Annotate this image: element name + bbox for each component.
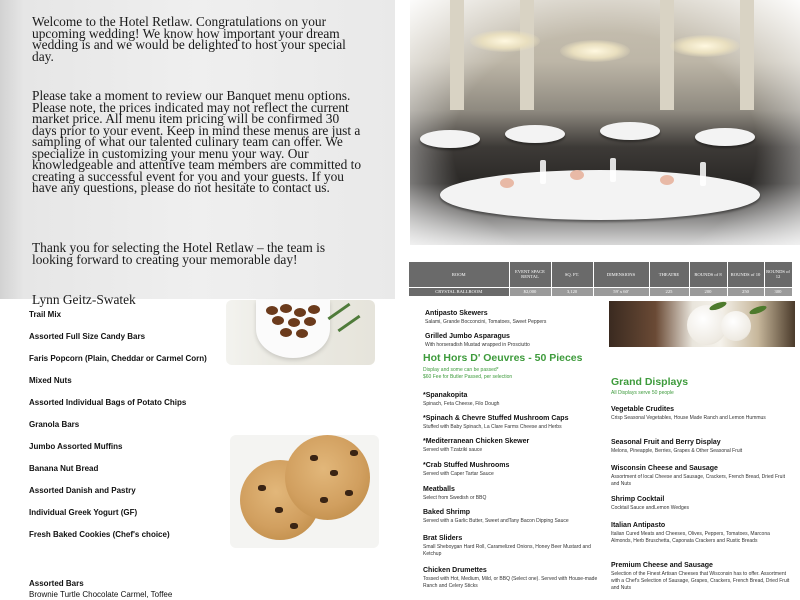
- menu-item: [611, 465, 791, 488]
- nut: [266, 306, 278, 315]
- menu-item-title: Baked Shrimp: [423, 509, 471, 516]
- room-capacity-table: [409, 262, 793, 296]
- chandelier-light: [470, 30, 540, 52]
- table-cell: CRYSTAL BALLROOM: [409, 287, 509, 296]
- table-header: ROOM: [409, 262, 509, 287]
- table-header: SQ. FT.: [551, 262, 593, 287]
- nut: [296, 329, 308, 338]
- wine-glass: [700, 162, 706, 186]
- welcome-paragraph: Welcome to the Hotel Retlaw. Congratulations on your upcoming wedding! We know how important your dream wedding is and we would be delighted to host your special day.: [32, 14, 346, 64]
- grand-displays-subtitle: All Displays serve 50 people: [611, 390, 674, 396]
- menu-item: [423, 392, 608, 408]
- menu-item-description: Served with a Garlic Butter, Sweet andTany Bacon Dipping Sauce: [423, 518, 569, 524]
- rosemary-sprig: [327, 303, 350, 320]
- menu-item-title: Seasonal Fruit and Berry Display: [611, 439, 721, 446]
- menu-item-title: Antipasto Skewers: [425, 310, 488, 317]
- menu-item-title: *Spinach & Chevre Stuffed Mushroom Caps: [423, 415, 569, 422]
- signature: Lynn Geitz-Swatek: [32, 292, 136, 307]
- menu-item-description: With horseradish Mustad wrapped in Prosciutto: [425, 342, 530, 348]
- mixed-nuts-photo: [226, 300, 375, 365]
- table-cell: 225: [649, 287, 689, 296]
- list-item: Banana Nut Bread: [29, 464, 99, 473]
- ballroom-column: [740, 0, 754, 110]
- chocolate-chip: [310, 455, 318, 461]
- menu-item-description: Tossed with Hot, Medium, Mild, or BBQ (Select one). Served with House-made Ranch and Celery Sticks: [423, 576, 598, 589]
- menu-item: [611, 562, 791, 592]
- nut: [294, 308, 306, 317]
- menu-item-description: Cocktail Sauce andLemon Wedges: [611, 505, 690, 511]
- menu-item-title: Chicken Drumettes: [423, 567, 487, 574]
- menu-item: [611, 439, 791, 455]
- nut: [280, 328, 292, 337]
- chandelier-light: [670, 35, 740, 57]
- table-header: ROUNDS of 10: [727, 262, 764, 287]
- list-item: Jumbo Assorted Muffins: [29, 442, 123, 451]
- table-cell: 3,120: [551, 287, 593, 296]
- banquet-table: [695, 128, 755, 146]
- table-header: DIMENSIONS: [593, 262, 649, 287]
- chocolate-chip: [275, 507, 283, 513]
- menu-item-title: Brat Sliders: [423, 535, 463, 542]
- list-item: Granola Bars: [29, 420, 80, 429]
- table-header: THEATRE: [649, 262, 689, 287]
- menu-item-title: *Spanakopita: [423, 392, 468, 399]
- menu-item-title: Meatballs: [423, 486, 455, 493]
- banquet-table: [420, 130, 480, 148]
- menu-item-description: Crisp Seasonal Vegetables, House Made Ranch and Lemon Hummus: [611, 415, 766, 421]
- menu-item: [423, 486, 608, 502]
- ballroom-photo: [410, 0, 800, 245]
- table-header: ROUNDS of 12: [764, 262, 792, 287]
- menu-item-description: Assortment of local Cheese and Sausage, Crackers, French Bread, Dried Fruit and Nuts: [611, 474, 785, 487]
- cookies-photo: [230, 435, 379, 548]
- menu-item-description: Stuffed with Baby Spinach, La Clare Farms Cheese and Herbs: [423, 424, 562, 430]
- menu-item: [423, 535, 608, 558]
- menu-item-description: Served with Tzatziki sauce: [423, 447, 483, 453]
- table-cell: $2,000: [509, 287, 551, 296]
- rosemary-sprig: [337, 315, 360, 332]
- flower-centerpiece: [570, 170, 584, 180]
- menu-item-title: Grilled Jumbo Asparagus: [425, 333, 510, 340]
- menu-item: [425, 333, 610, 349]
- menu-item: [423, 567, 608, 590]
- list-item: Trail Mix: [29, 310, 62, 319]
- table-row: [409, 287, 792, 296]
- table-header-row: [409, 262, 792, 287]
- menu-item-title: *Crab Stuffed Mushrooms: [423, 462, 510, 469]
- menu-item-description: Served with Caper Tartar Sauce: [423, 471, 494, 477]
- menu-item: [423, 462, 608, 478]
- ballroom-column: [520, 0, 534, 110]
- menu-item-description: Spinach, Feta Cheese, Filo Dough: [423, 401, 500, 407]
- banquet-table: [505, 125, 565, 143]
- list-item: Mixed Nuts: [29, 376, 72, 385]
- menu-item-title: Wisconsin Cheese and Sausage: [611, 465, 718, 472]
- menu-info-paragraph: Please take a moment to review our Banquet menu options. Please note, the prices indicated may not reflect the current market price. All menu item pricing will be confirmed 30 days prior to your event. Keep in mind these menus are just a sampling of what our talented culinary team can offer. We specialize in customizing your menu your way. Our knowledgeable and attentive team members are committed to creating a successful event for you and your guests. If you have any questions, please do not hesitate to contact us.: [32, 88, 362, 195]
- bars-description: Brownie Turtle Chocolate Carmel, Toffee: [29, 590, 173, 599]
- menu-item-title: *Mediterranean Chicken Skewer: [423, 438, 530, 445]
- flower-centerpiece: [500, 178, 514, 188]
- menu-item-description: Melons, Pineapple, Berries, Grapes & Other Seasonal Fruit: [611, 448, 743, 454]
- menu-item: [423, 415, 608, 431]
- banquet-table: [600, 122, 660, 140]
- menu-item-title: Shrimp Cocktail: [611, 496, 665, 503]
- nut: [288, 318, 300, 327]
- chocolate-chip: [350, 450, 358, 456]
- list-item: Assorted Individual Bags of Potato Chips: [29, 398, 187, 407]
- table-header: ROUNDS of 8: [689, 262, 727, 287]
- menu-item-title: Vegetable Crudites: [611, 406, 675, 413]
- hors-note-line: $60 Fee for Butler Passed, per selection: [423, 374, 513, 380]
- menu-item: [611, 496, 791, 512]
- wine-glass: [610, 158, 616, 182]
- banquet-table: [440, 170, 760, 220]
- hot-hors-doeuvres-title: Hot Hors D' Oeuvres - 50 Pieces: [423, 352, 583, 364]
- grand-displays-title: Grand Displays: [611, 376, 689, 388]
- list-item: Assorted Full Size Candy Bars: [29, 332, 146, 341]
- menu-item: [425, 310, 610, 326]
- ballroom-column: [660, 0, 674, 110]
- list-item: Fresh Baked Cookies (Chef's choice): [29, 530, 170, 539]
- burrata-ball: [721, 311, 751, 341]
- list-item: Assorted Danish and Pastry: [29, 486, 136, 495]
- menu-item: [423, 509, 608, 525]
- menu-item-title: Italian Antipasto: [611, 522, 666, 529]
- nut: [280, 304, 292, 313]
- chocolate-chip: [258, 485, 266, 491]
- basil-leaf: [749, 304, 768, 316]
- menu-item-description: Small Sheboygan Hard Roll, Caramelized Onions, Honey Beer Mustard and Ketchup: [423, 544, 591, 557]
- cookie: [285, 435, 370, 520]
- table-cell: 250: [727, 287, 764, 296]
- chandelier-light: [560, 40, 630, 62]
- menu-item-title: Premium Cheese and Sausage: [611, 562, 713, 569]
- menu-item: [611, 522, 791, 545]
- menu-item-description: Italian Cured Meats and Cheeses, Olives, Peppers, Tomatoes, Marcona Almonds, Herb Bruschetta, Caponata Crackers and Rustic Breads: [611, 531, 770, 544]
- chocolate-chip: [345, 490, 353, 496]
- list-item: Individual Greek Yogurt (GF): [29, 508, 138, 517]
- ballroom-column: [450, 0, 464, 110]
- chocolate-chip: [330, 470, 338, 476]
- hors-doeuvres-note: [423, 367, 603, 381]
- table-cell: 59' x 60': [593, 287, 649, 296]
- table-cell: 200: [689, 287, 727, 296]
- bars-title: Assorted Bars: [29, 579, 84, 588]
- welcome-panel: [0, 0, 395, 307]
- menu-item-description: Selection of the Finest Artisan Cheeses that Wisconsin has to offer. Assortment with a Chef's Selection of Sausage, Grapes, Crackers, French Bread, Dried Fruit and Nuts: [611, 571, 790, 591]
- menu-item: [423, 438, 608, 454]
- chocolate-chip: [290, 523, 298, 529]
- thank-you-paragraph: Thank you for selecting the Hotel Retlaw – the team is looking forward to creating your memorable day!: [32, 240, 326, 267]
- wine-glass: [540, 160, 546, 184]
- nut: [308, 305, 320, 314]
- burrata-photo: [609, 301, 795, 347]
- flower-centerpiece: [660, 175, 674, 185]
- menu-item: [611, 406, 791, 422]
- table-header: EVENT SPACE RENTAL: [509, 262, 551, 287]
- menu-item-description: Salami, Grande Bocconcini, Tomatoes, Sweet Peppers: [425, 319, 547, 325]
- nut: [304, 317, 316, 326]
- chocolate-chip: [320, 497, 328, 503]
- hors-note-line: Display and some can be passed*: [423, 367, 499, 373]
- table-cell: 300: [764, 287, 792, 296]
- list-item: Faris Popcorn (Plain, Cheddar or Carmel Corn): [29, 354, 207, 363]
- menu-item-description: Select from Swedish or BBQ: [423, 495, 487, 501]
- nut: [272, 316, 284, 325]
